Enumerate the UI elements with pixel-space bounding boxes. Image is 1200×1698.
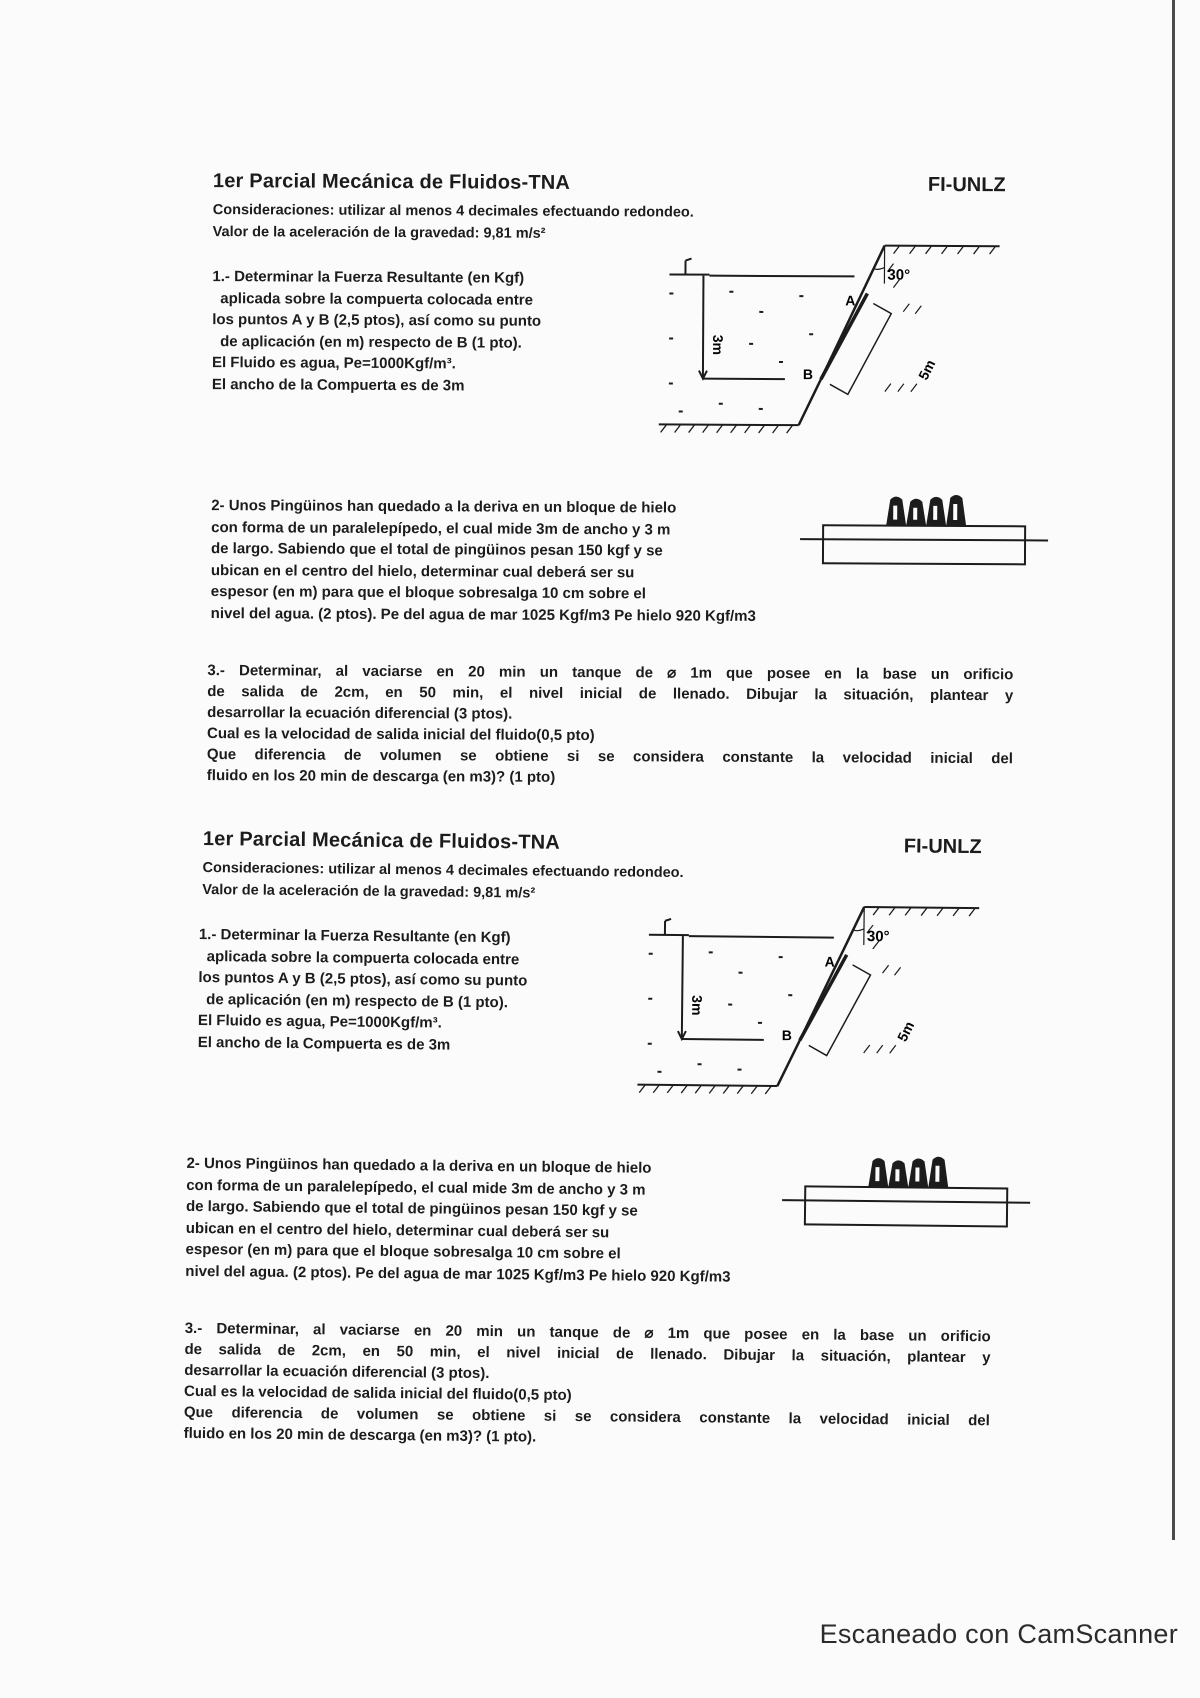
angle-label: 30° — [866, 927, 890, 946]
exam-sheet-2 — [0, 826, 1200, 1479]
ice-block-diagram — [798, 491, 1059, 592]
question-3-line: desarrollar la ecuación diferencial (3 ptos). — [207, 704, 513, 723]
depth-dimension-line — [682, 936, 683, 1039]
lower-wall-line — [777, 1040, 799, 1086]
question-2-line: de largo. Sabiendo que el total de pingüinos pesan 150 kgf y se — [210, 540, 663, 560]
question-3-line: 3.- Determinar, al vaciarse en 20 min un tanque de ⌀ 1m que posee en la base un orificio — [184, 1319, 991, 1346]
question-3-line: Que diferencia de volumen se obtiene si se considera constante la velocidad inicial del — [183, 1403, 990, 1430]
question-2-line: nivel del agua. (2 ptos). Pe del agua de mar 1025 Kgf/m3 Pe hielo 920 Kgf/m3 — [185, 1262, 731, 1286]
lower-wall-line — [799, 379, 821, 425]
question-3 — [207, 660, 1014, 790]
question-3-line: fluido en los 20 min de descarga (en m3)? (1 pto) — [206, 767, 556, 786]
question-1-line: El Fluido es agua, Pe=1000Kgf/m³. — [211, 354, 456, 373]
exam-title: 1er Parcial Mecánica de Fluidos-TNA — [212, 170, 571, 194]
exam-sheet-1 — [0, 169, 1200, 815]
question-1-line: El Fluido es agua, Pe=1000Kgf/m³. — [197, 1011, 442, 1032]
question-1-line: 1.- Determinar la Fuerza Resultante (en Kgf) — [198, 925, 511, 947]
considerations-text: Consideraciones: utilizar al menos 4 decimales efectuando redondeo. — [202, 860, 684, 882]
point-a-label: A — [824, 953, 835, 970]
question-1-line: de aplicación (en m) respecto de B (1 pto). — [220, 332, 522, 352]
point-b-label: B — [781, 1027, 793, 1044]
question-3-line: de salida de 2cm, en 50 min, el nivel inicial de llenado. Dibujar la situación, plantear y — [184, 1340, 991, 1367]
institution-label: FI-UNLZ — [903, 835, 982, 859]
question-2-line: con forma de un paralelepípedo, el cual mide 3m de ancho y 3 m — [211, 518, 671, 538]
gate-length-label: 5m — [893, 1018, 918, 1044]
gate-ab-line — [821, 293, 867, 379]
question-2-line: 2- Unos Pingüinos han quedado a la deriva en un bloque de hielo — [186, 1154, 652, 1177]
question-1 — [198, 924, 619, 1057]
question-2 — [185, 1153, 732, 1288]
gravity-value-text: Valor de la aceleración de la gravedad: 9,81 m/s² — [212, 224, 546, 242]
scanner-watermark: Escaneado con CamScanner — [819, 1619, 1178, 1649]
question-1-line: los puntos A y B (2,5 ptos), así como su punto — [212, 311, 542, 330]
sea-level-line — [800, 539, 1048, 540]
question-1-line: El ancho de la Compuerta es de 3m — [211, 375, 465, 394]
sea-level-line — [782, 1200, 1030, 1203]
considerations-text: Consideraciones: utilizar al menos 4 decimales efectuando redondeo. — [212, 202, 694, 221]
ice-block — [823, 525, 1025, 564]
question-1-line: aplicada sobre la compuerta colocada entre — [220, 289, 533, 309]
gate-diagram — [637, 903, 1019, 1137]
question-2 — [211, 495, 757, 627]
water-dots — [669, 290, 814, 413]
question-1-line: los puntos A y B (2,5 ptos), así como su punto — [198, 968, 528, 990]
water-surface-marker — [669, 258, 709, 274]
depth-label: 3m — [689, 995, 706, 1016]
question-3-line: 3.- Determinar, al vaciarse en 20 min un tanque de ⌀ 1m que posee en la base un orificio — [207, 662, 1014, 684]
ground-line-top — [864, 907, 979, 908]
water-surface-line — [689, 936, 834, 938]
point-b-label: B — [802, 366, 814, 383]
depth-label: 3m — [710, 334, 727, 355]
gravity-value-text: Valor de la aceleración de la gravedad: 9,81 m/s² — [202, 882, 536, 902]
water-dots — [647, 951, 792, 1075]
question-2-line: espesor (en m) para que el bloque sobresalga 10 cm sobre el — [210, 583, 646, 603]
bottom-dimension-line — [682, 1039, 764, 1040]
question-2-line: 2- Unos Pingüinos han quedado a la deriva en un bloque de hielo — [211, 497, 677, 517]
question-3-line: de salida de 2cm, en 50 min, el nivel inicial de llenado. Dibujar la situación, plantear y — [207, 683, 1014, 705]
question-3-line: Cual es la velocidad de salida inicial del fluido(0,5 pto) — [184, 1382, 572, 1404]
point-a-label: A — [845, 292, 856, 309]
question-3-line: desarrollar la ecuación diferencial (3 ptos). — [184, 1361, 490, 1383]
question-2-line: ubican en el centro del hielo, determinar cual deberá ser su — [185, 1219, 610, 1241]
ice-block-diagram — [780, 1152, 1041, 1255]
question-3-line: Cual es la velocidad de salida inicial del fluido(0,5 pto) — [207, 725, 595, 745]
question-2-line: ubican en el centro del hielo, determinar cual deberá ser su — [210, 561, 635, 581]
question-2-line: espesor (en m) para que el bloque sobresalga 10 cm sobre el — [185, 1240, 621, 1263]
ground-line-top — [885, 246, 1000, 247]
water-surface-line — [709, 276, 854, 277]
question-2-line: nivel del agua. (2 ptos). Pe del agua de mar 1025 Kgf/m3 Pe hielo 920 Kgf/m3 — [210, 604, 756, 625]
question-3-line: fluido en los 20 min de descarga (en m3)? (1 pto). — [183, 1424, 537, 1446]
question-1-line: aplicada sobre la compuerta colocada entre — [206, 947, 520, 968]
question-1-line: El ancho de la Compuerta es de 3m — [197, 1033, 451, 1054]
question-2-line: de largo. Sabiendo que el total de pingüinos pesan 150 kgf y se — [185, 1197, 638, 1220]
gate-length-label: 5m — [914, 357, 939, 383]
question-2-line: con forma de un paralelepípedo, el cual mide 3m de ancho y 3 m — [186, 1176, 646, 1199]
question-1-line: de aplicación (en m) respecto de B (1 pto). — [206, 990, 509, 1011]
ice-block — [805, 1186, 1007, 1226]
angle-label: 30° — [887, 266, 911, 284]
question-1 — [212, 266, 633, 397]
question-1-line: 1.- Determinar la Fuerza Resultante (en Kgf) — [212, 268, 525, 287]
question-3 — [184, 1318, 991, 1452]
question-3-line: Que diferencia de volumen se obtiene si se considera constante la velocidad inicial del — [206, 746, 1013, 768]
water-surface-marker — [649, 919, 689, 935]
institution-label: FI-UNLZ — [927, 173, 1006, 197]
exam-title: 1er Parcial Mecánica de Fluidos-TNA — [202, 828, 561, 854]
gate-ab-line — [800, 954, 847, 1040]
depth-dimension-line — [703, 276, 704, 379]
gate-diagram — [658, 242, 1039, 474]
